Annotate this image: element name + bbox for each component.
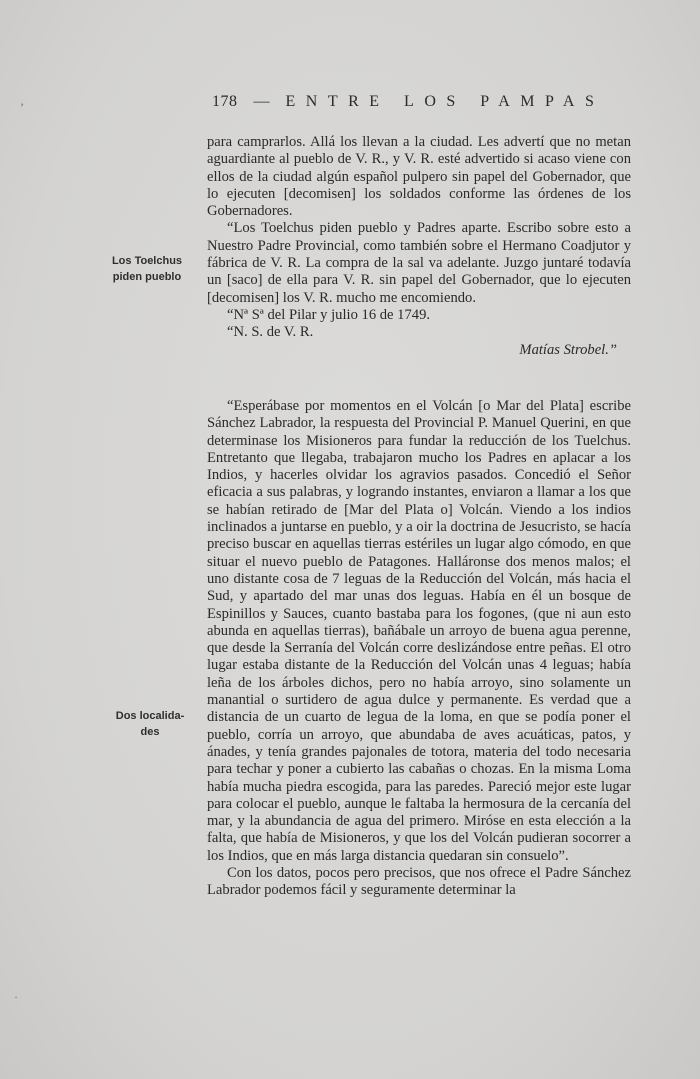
page-number: 178 xyxy=(212,93,238,110)
margin-note-line: Los Toelchus xyxy=(111,255,183,267)
paper-speck: · xyxy=(14,990,18,1004)
paragraph-date: “Nª Sª del Pilar y julio 16 de 1749. xyxy=(227,306,431,323)
paragraph-closing: “N. S. de V. R. xyxy=(227,324,314,341)
running-title: ENTRE LOS PAMPAS xyxy=(285,93,605,110)
paragraph: “Esperábase por momentos en el Volcán [o Mar del Plata] escribe Sánchez Labrador, la respuesta del Provincial P. Manuel Querini, en que determinase los Misioneros para fundar la reducción de los Tuelchus. Entretanto que llegaba, trabajaron mucho los Padres en aplacar a los Indios, y hacerles olvidar los agravios pasados. Concedió el Señor eficacia a sus palabras, y logrando instantes, enviaron a llamar a los que se habían retirado de [Mar del Plata o] Volcán. Viendo a los indios inclinados a juntarse en pueblo, y a oir la doctrina de Jesucristo, se hacía preciso buscar en aquellas tierras estériles un lugar algo cómodo, en que situar el nuevo pueblo de Patagones. Halláronse dos menos malos; el uno distante cosa de 7 leguas de la Reducción del Volcán, más hacia el Sud, y apartado del mar unas dos leguas. Había en él un bosque de Espinillos y Sauces, cuanto bastaba para los fogones, (que ni aun esto abunda en aquellas tierras), bañábale un arroyo de buena agua perenne, que desde la Serranía del Volcán corre deslizándose entre peñas. El otro lugar estaba distante de la Reducción del Volcán unas 4 leguas; había leña de los árboles dichos, pero no había arroyo, sino solamente un manantial o surtidero de agua dulce y permanente. Es verdad que a distancia de un cuarto de legua de la loma, en que se podía poner el pueblo, corría un arroyo, que abundaba de aves acuáticas, patos, y ánades, y tenía grandes pajonales de totora, materia del todo necesaria para techar y poner a cubierto las cabañas o chozas. En la misma Loma había mucha piedra escogida, para las paredes. Pareció mejor este lugar para colocar el pueblo, aunque le faltaba la hermosura de la cercanía del mar, y la abundancia de agua del primero. Miróse en esta elección a la falta, que había de Misioneros, y que los del Volcán pudieran socorrer a los Indios, que en más larga distancia quedaran sin consuelo”. xyxy=(207,398,631,864)
letter-text xyxy=(207,134,631,359)
paragraph: para camprarlos. Allá los llevan a la ciudad. Les advertí que no metan aguardiante al pueblo de V. R., y V. R. esté advertido si acaso viene con ellos de la ciudad algún español pulpero sin papel del Gobernador, que lo ejecuten [decomisen] los soldados conforme las órdenes de los Gobernadores. xyxy=(207,134,631,220)
margin-note-toelchus xyxy=(97,253,197,285)
margin-note-line: Dos localida- xyxy=(115,710,185,722)
signature: Matías Strobel.” xyxy=(519,341,617,358)
paragraph: “Los Toelchus piden pueblo y Padres aparte. Escribo sobre esto a Nuestro Padre Provincial, como también sobre el Hermano Coadjutor y fábrica de V. R. La compra de la sal va adelante. Juzgo juntaré todavía un [saco] de ella para V. R. sin papel del Gobernador, que lo ejecuten [decomisen] los V. R. mucho me encomiendo. xyxy=(207,220,631,306)
paragraph: Con los datos, pocos pero precisos, que nos ofrece el Padre Sánchez Labrador podemos fácil y seguramente determinar la xyxy=(207,865,631,899)
header-separator: — xyxy=(253,93,270,110)
margin-note-localidades xyxy=(100,708,200,740)
margin-note-line: piden pueblo xyxy=(112,271,182,283)
quotation-text xyxy=(207,398,631,900)
margin-note-line: des xyxy=(140,726,160,738)
paper-speck: ’ xyxy=(20,100,24,114)
running-head xyxy=(212,93,604,111)
